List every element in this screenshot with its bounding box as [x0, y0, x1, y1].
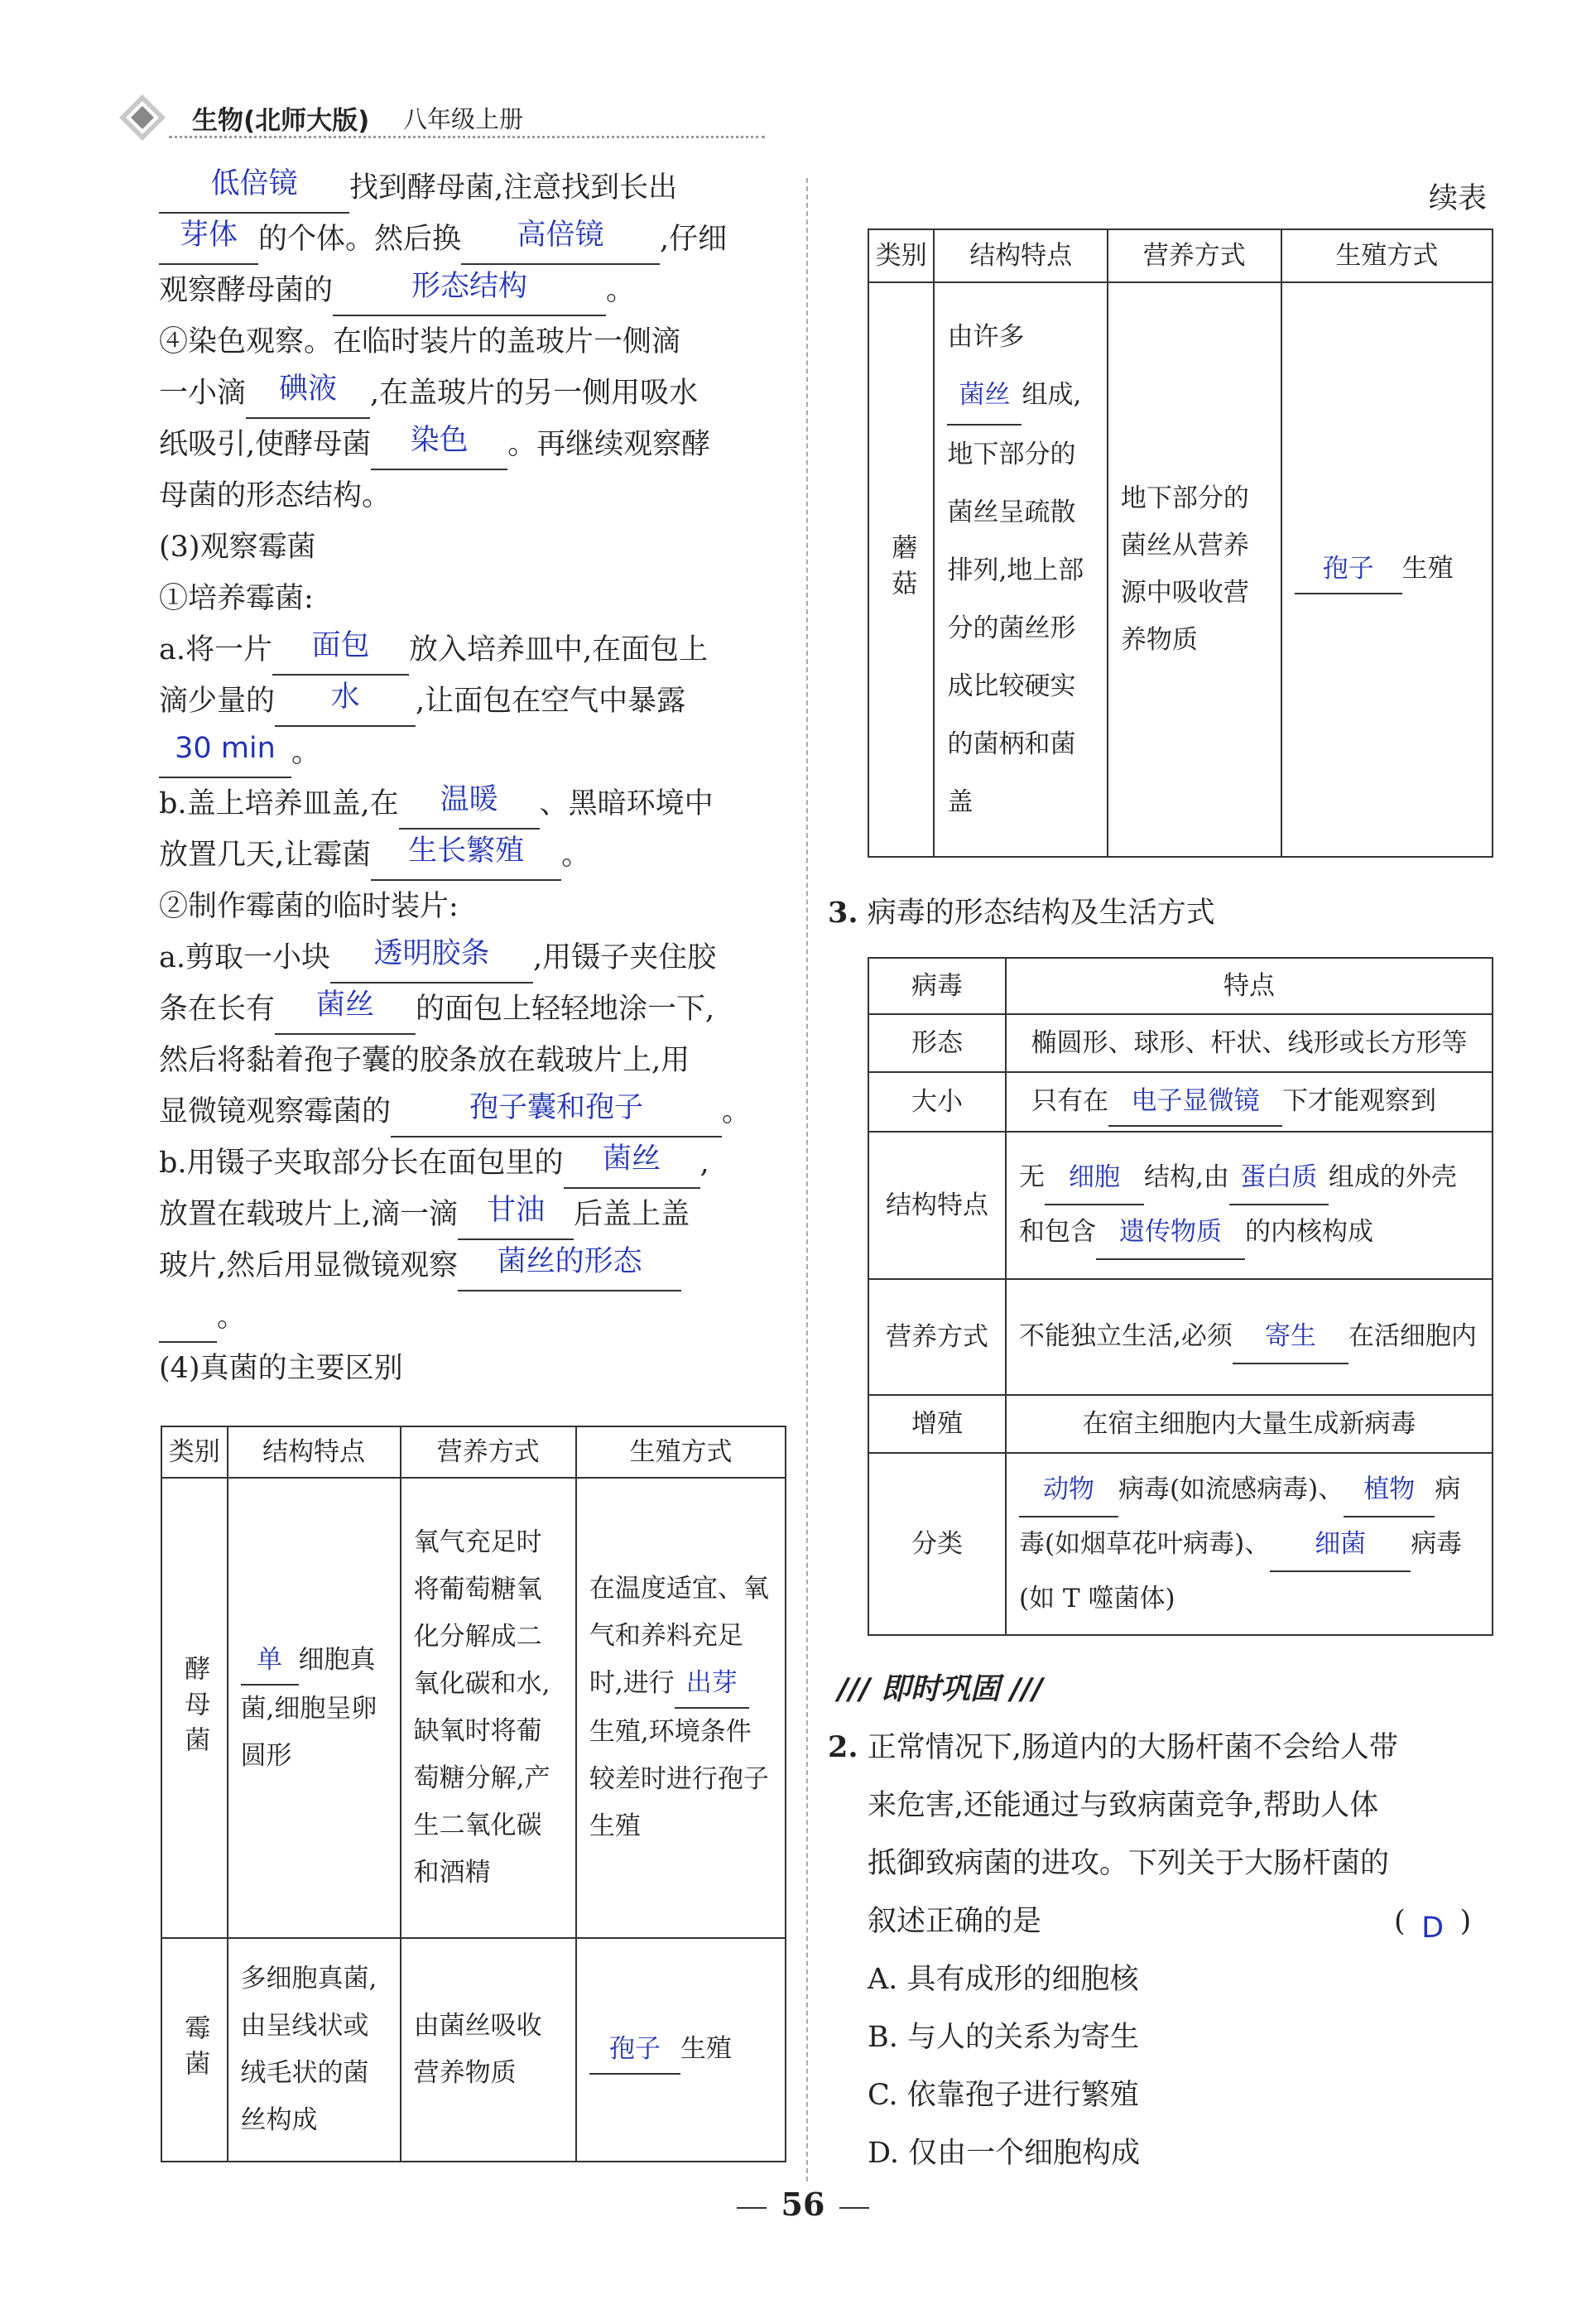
text-line: 滴少量的 水 ,让面包在空气中暴露: [159, 676, 788, 727]
text-line: ②制作霉菌的临时装片:: [159, 890, 459, 923]
nutrition-cell: 氧气充足时将葡萄糖氧化分解成二氧化碳和水,缺氧时将葡萄糖分解,产生二氧化碳和酒精: [413, 1527, 550, 1888]
answer-blank[interactable]: 寄生: [1233, 1310, 1348, 1364]
header: [118, 93, 846, 142]
structure-cell: 无 细胞 结构,由 蛋白质 组成的外壳和包含 遗传物质 的内核构成: [1007, 1142, 1491, 1268]
col-header: 营养方式: [1108, 229, 1281, 282]
answer-blank[interactable]: 动物: [1019, 1463, 1118, 1517]
answer-blank[interactable]: 植物: [1344, 1463, 1435, 1517]
text-line: 显微镜观察霉菌的 孢子囊和孢子 。: [159, 1086, 788, 1137]
section-heading: 3. 病毒的形态结构及生活方式: [828, 896, 1215, 930]
classification-cell: 动物 病毒(如流感病毒)、 植物 病毒(如烟草花叶病毒)、 细菌 病毒(如 T 噬菌体): [1007, 1455, 1491, 1633]
text-line: 。: [159, 1291, 788, 1343]
row-label: 增殖: [868, 1395, 1006, 1453]
mushroom-table: [868, 228, 1493, 858]
text-line: 母菌的形态结构。: [159, 479, 392, 512]
continued-label: 续表: [1429, 182, 1488, 215]
col-header: 结构特点: [228, 1426, 401, 1478]
option-b[interactable]: B. 与人的关系为寄生: [868, 2021, 1139, 2054]
page-footer: [720, 2186, 886, 2223]
answer-blank[interactable]: 温暖: [399, 785, 540, 830]
table-row: [868, 1279, 1493, 1395]
reproduction-cell: 孢子 生殖: [578, 2018, 784, 2083]
diamond-logo-icon: [118, 93, 169, 142]
text-line: ④染色观察。在临时装片的盖玻片一侧滴: [159, 325, 681, 358]
text-line: 放置几天,让霉菌 生长繁殖 。: [159, 830, 788, 881]
row-label: 营养方式: [868, 1279, 1006, 1395]
header-rule: [169, 136, 765, 138]
table-row: [868, 1014, 1493, 1072]
text-line: a.将一片 面包 放入培养皿中,在面包上: [159, 624, 788, 676]
row-label: 蘑菇: [887, 534, 917, 605]
text-line: 条在长有 菌丝 的面包上轻轻地涂一下,: [159, 984, 788, 1035]
answer-blank[interactable]: 孢子: [589, 2026, 680, 2075]
text-line: 然后将黏着孢子囊的胶条放在载玻片上,用: [159, 1044, 690, 1077]
answer-blank[interactable]: 蛋白质: [1229, 1151, 1329, 1205]
text-line: 低倍镜 找到酵母菌,注意找到长出: [159, 162, 788, 214]
option-a[interactable]: A. 具有成形的细胞核: [868, 1963, 1139, 1996]
dash-right: [839, 2207, 869, 2209]
answer-blank[interactable]: 面包: [272, 631, 409, 676]
answer-blank[interactable]: 透明胶条: [330, 939, 533, 984]
answer-blank[interactable]: 单: [241, 1637, 299, 1686]
answer-blank[interactable]: 细菌: [1270, 1517, 1411, 1572]
text-line: 纸吸引,使酵母菌 染色 。再继续观察酵: [159, 419, 788, 470]
answer-blank[interactable]: 甘油: [458, 1195, 574, 1240]
text-line: a.剪取一小块 透明胶条 ,用镊子夹住胶: [159, 932, 788, 984]
row-label: 形态: [868, 1014, 1006, 1072]
answer-blank[interactable]: 高倍镜: [461, 220, 660, 265]
table-row: [868, 1453, 1493, 1635]
answer-blank[interactable]: 菌丝的形态: [458, 1247, 681, 1291]
text-line: 放置在载玻片上,滴一滴 甘油 后盖上盖: [159, 1189, 788, 1240]
nutrition-cell: 由菌丝吸收营养物质: [413, 2011, 542, 2088]
row-label: 分类: [868, 1453, 1006, 1635]
text-line: ①培养霉菌:: [159, 582, 314, 615]
fungi-table: [161, 1426, 786, 2162]
nutrition-cell: 不能独立生活,必须 寄生 在活细胞内: [1007, 1301, 1491, 1373]
answer-blank[interactable]: 电子显微镜: [1108, 1078, 1282, 1127]
question-line: 2. 正常情况下,肠道内的大肠杆菌不会给人带: [828, 1730, 1398, 1764]
answer-blank[interactable]: 生长繁殖: [371, 836, 561, 881]
table-row: [161, 1938, 786, 2162]
row-label: 大小: [868, 1072, 1006, 1132]
section-heading: (3)观察霉菌: [159, 531, 316, 564]
answer-blank[interactable]: 细胞: [1045, 1151, 1144, 1205]
virus-table: [868, 957, 1493, 1636]
reproduction-cell: 在温度适宜、氧气和养料充足时,进行 出芽生殖,环境条件较差时进行孢子生殖: [589, 1574, 769, 1841]
book-title: 生物(北师大版): [192, 106, 370, 136]
answer-blank[interactable]: 碘液: [246, 374, 370, 419]
text-line: 观察酵母菌的 形态结构 。: [159, 265, 788, 316]
reproduction-cell: 在宿主细胞内大量生成新病毒: [1006, 1395, 1493, 1453]
answer-blank[interactable]: 形态结构: [333, 272, 606, 316]
answer-blank[interactable]: 菌丝: [947, 366, 1022, 426]
answer-blank[interactable]: 孢子: [1295, 546, 1402, 594]
answer-blank[interactable]: 水: [275, 682, 416, 727]
row-label: 酵母菌: [180, 1654, 210, 1762]
row-label: 霉菌: [180, 2014, 210, 2085]
text-line: b.盖上培养皿盖,在 温暖 、黑暗环境中: [159, 778, 788, 830]
text-line: 一小滴 碘液 ,在盖玻片的另一侧用吸水: [159, 368, 788, 419]
text-line: 芽体 的个体。然后换 高倍镜 ,仔细: [159, 214, 788, 265]
question-line: 叙述正确的是: [868, 1905, 1042, 1938]
shape-cell: 椭圆形、球形、杆状、线形或长方形等: [1006, 1014, 1493, 1072]
table-row: [868, 1395, 1493, 1453]
answer-blank[interactable]: 菌丝: [564, 1144, 700, 1189]
col-header: 结构特点: [934, 229, 1107, 282]
col-header: 生殖方式: [576, 1426, 786, 1478]
answer-blank[interactable]: 遗传物质: [1096, 1205, 1245, 1260]
section-heading: (4)真菌的主要区别: [159, 1352, 403, 1385]
answer-blank[interactable]: 菌丝: [275, 990, 416, 1035]
reproduction-cell: 孢子 生殖: [1283, 537, 1491, 603]
col-header: 特点: [1006, 958, 1493, 1014]
table-row: [868, 282, 1493, 857]
text-line: b.用镊子夹取部分长在面包里的 菌丝 ,: [159, 1137, 788, 1189]
answer-blank[interactable]: 芽体: [159, 220, 258, 265]
structure-cell: 单 细胞真菌,细胞呈卵圆形: [229, 1628, 399, 1788]
column-divider: [806, 178, 808, 2181]
text-line: 30 min 。: [159, 727, 788, 778]
answer-blank[interactable]: 染色: [371, 426, 507, 470]
answer-choice[interactable]: D: [1421, 1912, 1445, 1945]
row-label: 结构特点: [868, 1132, 1006, 1279]
grade-label: 八年级上册: [403, 105, 524, 133]
answer-blank[interactable]: 30 min: [159, 733, 291, 778]
size-cell: 只有在 电子显微镜 下才能观察到: [1006, 1072, 1493, 1132]
col-header: 类别: [161, 1426, 228, 1478]
question-line: 来危害,还能通过与致病菌竞争,帮助人体: [868, 1789, 1379, 1822]
option-c[interactable]: C. 依靠孢子进行繁殖: [868, 2079, 1139, 2112]
col-header: 病毒: [868, 958, 1006, 1014]
answer-blank[interactable]: [159, 1298, 217, 1343]
text-line: 玻片,然后用显微镜观察 菌丝的形态: [159, 1240, 788, 1291]
practice-title: /// 即时巩固 ///: [838, 1672, 1043, 1706]
option-d[interactable]: D. 仅由一个细胞构成: [868, 2137, 1141, 2170]
structure-cell: 多细胞真菌,由呈线状或绒毛状的菌丝构成: [240, 1964, 377, 2135]
answer-blank[interactable]: 孢子囊和孢子: [391, 1093, 722, 1137]
answer-blank[interactable]: 低倍镜: [159, 169, 349, 214]
nutrition-cell: 地下部分的菌丝从营养源中吸收营养物质: [1120, 483, 1249, 655]
answer-blank[interactable]: 出芽: [675, 1660, 749, 1709]
question-line: 抵御致病菌的进攻。下列关于大肠杆菌的: [868, 1847, 1390, 1880]
dash-left: [737, 2207, 767, 2209]
col-header: 营养方式: [401, 1426, 576, 1478]
page-number: 56: [781, 2186, 825, 2223]
table-row: [161, 1478, 786, 1938]
col-header: 类别: [868, 229, 934, 282]
table-row: [868, 1132, 1493, 1279]
col-header: 生殖方式: [1281, 229, 1493, 282]
structure-cell: 由许多菌丝 组成,地下部分的菌丝呈疏散排列,地上部分的菌丝形成比较硬实的菌柄和菌盖: [947, 322, 1084, 817]
answer-bracket: ( D ): [1394, 1896, 1471, 1947]
table-row: [868, 1072, 1493, 1132]
